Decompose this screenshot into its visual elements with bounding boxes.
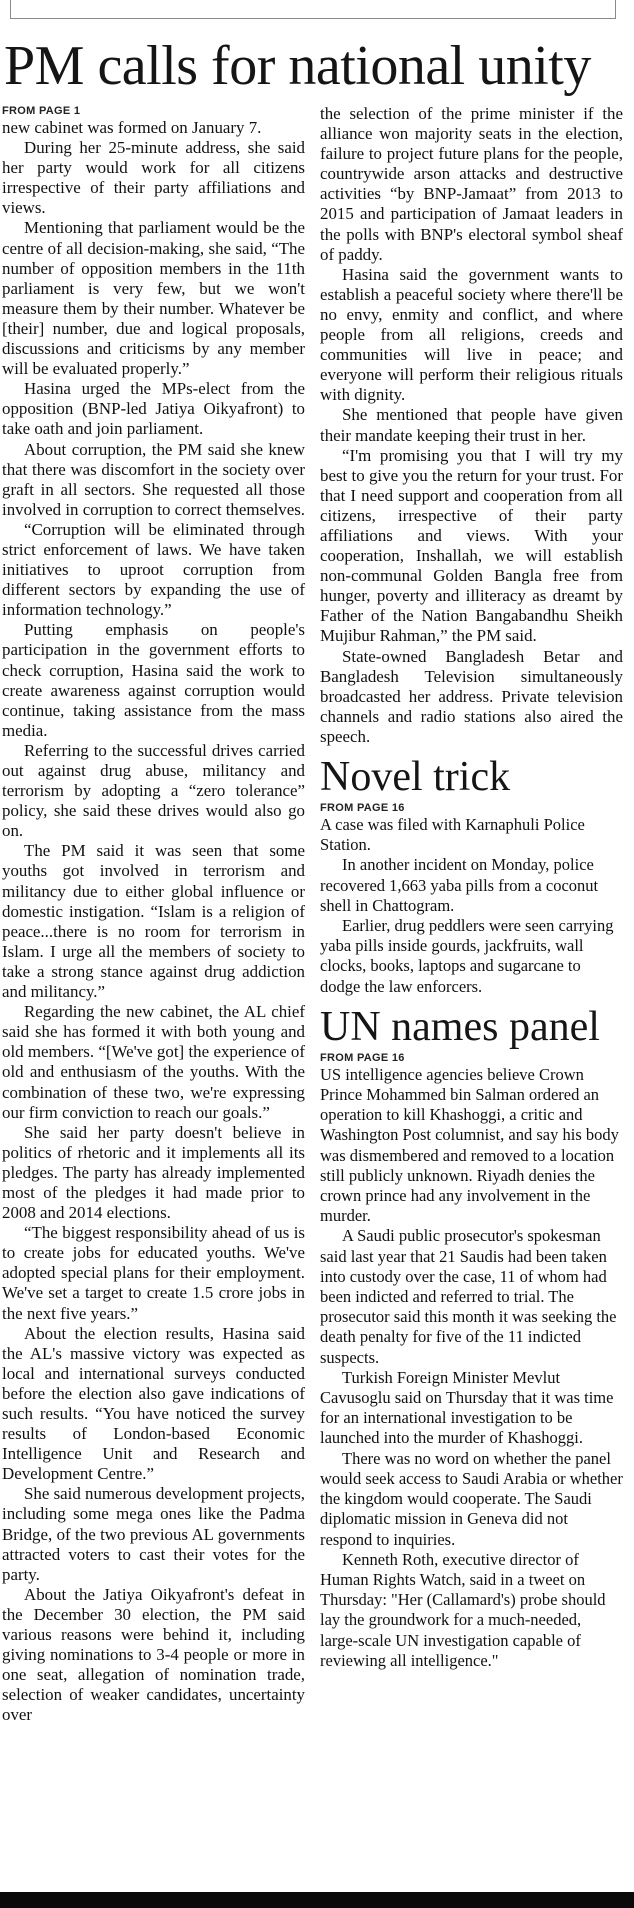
article-paragraph: State-owned Bangladesh Betar and Bangladesh Television simultaneously broadcasted her address. Private television channels and radio stations also aired the speech. — [320, 646, 623, 746]
article-paragraph: US intelligence agencies believe Crown Prince Mohammed bin Salman ordered an operation to kill Khashoggi, a critic and Washington Post columnist, and say his body was dismembered and removed to a location still publicly unknown. Riyadh denies the crown prince had any involvement in the murder. — [320, 1064, 619, 1226]
article-paragraph: Turkish Foreign Minister Mevlut Cavusoglu said on Thursday that it was time for an international investigation to be launched into the murder of Khashoggi. — [320, 1367, 614, 1448]
article-paragraph: the selection of the prime minister if the alliance won majority seats in the election, failure to project future plans for the people, countrywide arson attacks and destructive activities “by BNP-Jamaat” from 2013 to 2015 and participation of Jamaat leaders in the polls with BNP's electoral symbol sheaf of paddy. — [320, 104, 623, 264]
article-paragraph: There was no word on whether the panel would seek access to Saudi Arabia or whether the kingdom would cooperate. The Saudi diplomatic mission in Geneva did not respond to inquiries. — [320, 1448, 623, 1549]
article-paragraph: “The biggest responsibility ahead of us is to create jobs for educated youths. We've adopted special plans for their employment. We've set a target to create 1.5 crore jobs in the next five years.” — [2, 1223, 305, 1323]
article-paragraph: new cabinet was formed on January 7. — [2, 118, 262, 137]
un-panel-kicker: FROM PAGE 16 — [320, 1051, 405, 1064]
main-headline: PM calls for national unity — [4, 35, 591, 97]
article-paragraph: “Corruption will be eliminated through strict enforcement of laws. We have taken initiatives to uproot corruption from different sectors by expanding the use of information technology.” — [2, 519, 305, 620]
article-paragraph: Hasina urged the MPs-elect from the opposition (BNP-led Jatiya Oikyafront) to take oath and join parliament. — [2, 379, 305, 439]
article-paragraph: Earlier, drug peddlers were seen carrying yaba pills inside gourds, jackfruits, wall clocks, books, laptops and sugarcane to dodge the law enforcers. — [320, 916, 614, 996]
article-paragraph: She said numerous development projects, including some mega ones like the Padma Bridge, of the two previous AL governments attracted voters to cast their votes for the party. — [2, 1484, 305, 1584]
article-paragraph: Regarding the new cabinet, the AL chief said she has formed it with both young and old members. “[We've got] the experience of old and enthusiasm of the youths. With the combination of these two, we're expressing our firm conviction to reach our goals.” — [2, 1002, 305, 1122]
main-story-kicker: FROM PAGE 1 — [2, 105, 81, 117]
article-paragraph: A Saudi public prosecutor's spokesman said last year that 21 Saudis had been taken into custody over the case, 11 of whom had been indicted and referred to trial. The prosecutor said this month it was seeking the death penalty for five of the 11 indicted suspects. — [320, 1226, 617, 1367]
right-column — [320, 104, 623, 1671]
bottom-black-bar — [0, 1892, 634, 1908]
article-paragraph: About the Jatiya Oikyafront's defeat in the December 30 election, the PM said various reasons were behind it, including giving nominations to 3-4 people or more in one seat, allegation of nomination trade, selection of weaker candidates, uncertainty over — [2, 1584, 305, 1725]
article-paragraph: Hasina said the government wants to establish a peaceful society where there'll be no envy, enmity and conflict, and where people from all religions, creeds and communities will live in peace; and everyone will perform their religious rituals with dignity. — [320, 264, 623, 405]
article-paragraph: About corruption, the PM said she knew that there was discomfort in the society over graft in all sectors. She requested all those involved in corruption to correct themselves. — [2, 439, 306, 519]
left-column — [2, 104, 305, 1726]
article-paragraph: In another incident on Monday, police recovered 1,663 yaba pills from a coconut shell in Chattogram. — [320, 855, 599, 915]
un-panel-headline: UN names panel — [320, 1003, 600, 1050]
article-paragraph: She mentioned that people have given their mandate keeping their trust in her. — [320, 405, 623, 445]
article-paragraph: About the election results, Hasina said the AL's massive victory was expected as local and international surveys conducted before the election also gave indications of such results. “You have noticed the survey results of London-based Economic Intelligence Unit and Research and Development Centre.” — [2, 1323, 305, 1484]
article-paragraph: A case was filed with Karnaphuli Police Station. — [320, 815, 585, 855]
article-paragraph: Referring to the successful drives carried out against drug abuse, militancy and terrorism by adopting a “zero tolerance” policy, she said these drives would also go on. — [2, 740, 305, 841]
top-frame-rule — [10, 0, 616, 19]
article-paragraph: The PM said it was seen that some youths got involved in terrorism and militancy due to either global influence or domestic instigation. “Islam is a religion of peace...there is no room for terrorism in Islam. I urge all the members of society to take a strong stance against drug addiction and militancy.” — [2, 841, 305, 1002]
article-paragraph: Kenneth Roth, executive director of Human Rights Watch, said in a tweet on Thursday: "Her (Callamard's) probe should lay the groundwork for a much-needed, large-scale UN investigation capable of reviewing all intelligence." — [320, 1549, 606, 1670]
article-paragraph: Mentioning that parliament would be the centre of all decision-making, she said, “The number of opposition members in the 11th parliament is very few, but we won't measure them by their number. Whatever be [their] number, due and logical proposals, discussions and criticisms by any member will be evaluated properly.” — [2, 218, 305, 379]
novel-trick-headline: Novel trick — [320, 754, 511, 800]
article-paragraph: Putting emphasis on people's participation in the government efforts to check corruption, Hasina said the work to create awareness against corruption would continue, taking assistance from the mass media. — [2, 620, 305, 740]
article-paragraph: She said her party doesn't believe in politics of rhetoric and it implements all its pledges. The party has already implemented most of the pledges it had made prior to 2008 and 2014 elections. — [2, 1122, 305, 1223]
article-paragraph: During her 25-minute address, she said her party would work for all citizens irrespective of their party affiliations and views. — [2, 138, 305, 218]
novel-trick-kicker: FROM PAGE 16 — [320, 802, 405, 814]
article-paragraph: “I'm promising you that I will try my best to give you the return for your trust. For that I need support and cooperation from all citizens, irrespective of their party affiliations and views. With your cooperation, Inshallah, we will establish non-communal Golden Bangla free from hunger, poverty and illiteracy as dreamt by Father of the Nation Bangabandhu Sheikh Mujibur Rahman,” the PM said. — [320, 445, 623, 646]
